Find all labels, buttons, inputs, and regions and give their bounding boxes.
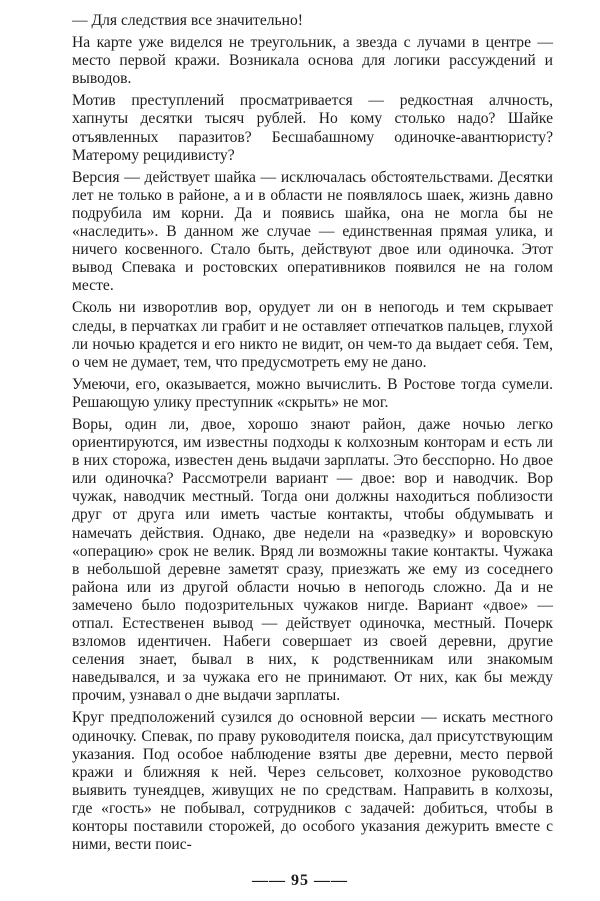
page-text-block xyxy=(72,12,553,858)
paragraph: Круг предположений сузился до основной версии — искать местного одиночку. Спевак, по праву руководителя поиска, дал присутствующим указания. Под особое наблюдение взяты две деревни, место первой кражи и ближняя к ней. Через сельсовет, колхозное руководство выявить тунеядцев, живущих не по средствам. Направить в колхозы, где «гость» не побывал, сотрудников с задачей: добиться, чтобы в конторы поставили сторожей, до особого указания дежурить вместе с ними, вести поис- xyxy=(72,709,553,854)
page-number: —— 95 —— xyxy=(252,872,348,889)
paragraph: Воры, один ли, двое, хорошо знают район, даже ночью легко ориентируются, им известны подходы к колхозным конторам и есть ли в них сторожа, известен день выдачи зарплаты. Это бесспорно. Но двое или одиночка? Рассмотрели вариант — двое: вор и наводчик. Вор чужак, наводчик местный. Тогда они должны находиться поблизости друг от друга или иметь частые контакты, чтобы обдумывать и намечать действия. Однако, две недели на «разведку» и воровскую «операцию» срок не велик. Вряд ли возможны такие контакты. Чужака в небольшой деревне заметят сразу, приезжать же ему из соседнего района или из другой области ночью в непогодь сложно. Да и не замечено было подозрительных чужаков нигде. Вариант «двое» — отпал. Естественен вывод — действует одиночка, местный. Почерк взломов идентичен. Набеги совершает из своей деревни, другие селения знает, бывал в них, к родственникам или знакомым наведывался, и за чужака его не принимают. От них, как бы между прочим, узнавал о дне выдачи зарплаты. xyxy=(72,415,553,705)
paragraph: Умеючи, его, оказывается, можно вычислить. В Ростове тогда сумели. Решающую улику преступник «скрыть» не мог. xyxy=(72,375,553,411)
paragraph: Сколь ни изворотлив вор, орудует ли он в непогодь и тем скрывает следы, в перчатках ли грабит и не оставляет отпечатков пальцев, глухой ли ночью крадется и его никто не видит, он чем-то да выдает себя. Тем, о чем не думает, тем, что предусмотреть ему не дано. xyxy=(72,299,553,371)
paragraph: Версия — действует шайка — исключалась обстоятельствами. Десятки лет не только в районе, а и в области не появлялось шаек, жизнь давно подрубила им корни. Да и появись шайка, она не могла бы не «наследить». В данном же случае — единственная прямая улика, и ничего косвенного. Стало быть, действуют двое или одиночка. Этот вывод Спевака и ростовских оперативников появился не на голом месте. xyxy=(72,168,553,295)
paragraph: — Для следствия все значительно! xyxy=(72,12,304,29)
paragraph: На карте уже виделся не треугольник, а звезда с лучами в центре — место первой кражи. Возникала основа для логики рассуждений и выводов. xyxy=(72,34,553,88)
paragraph: Мотив преступлений просматривается — редкостная алчность, хапнуты десятки тысяч рублей. Но кому столько надо? Шайке отъявленных паразитов? Бесшабашному одиночке-авантюристу? Матерому рецидивисту? xyxy=(72,92,553,164)
